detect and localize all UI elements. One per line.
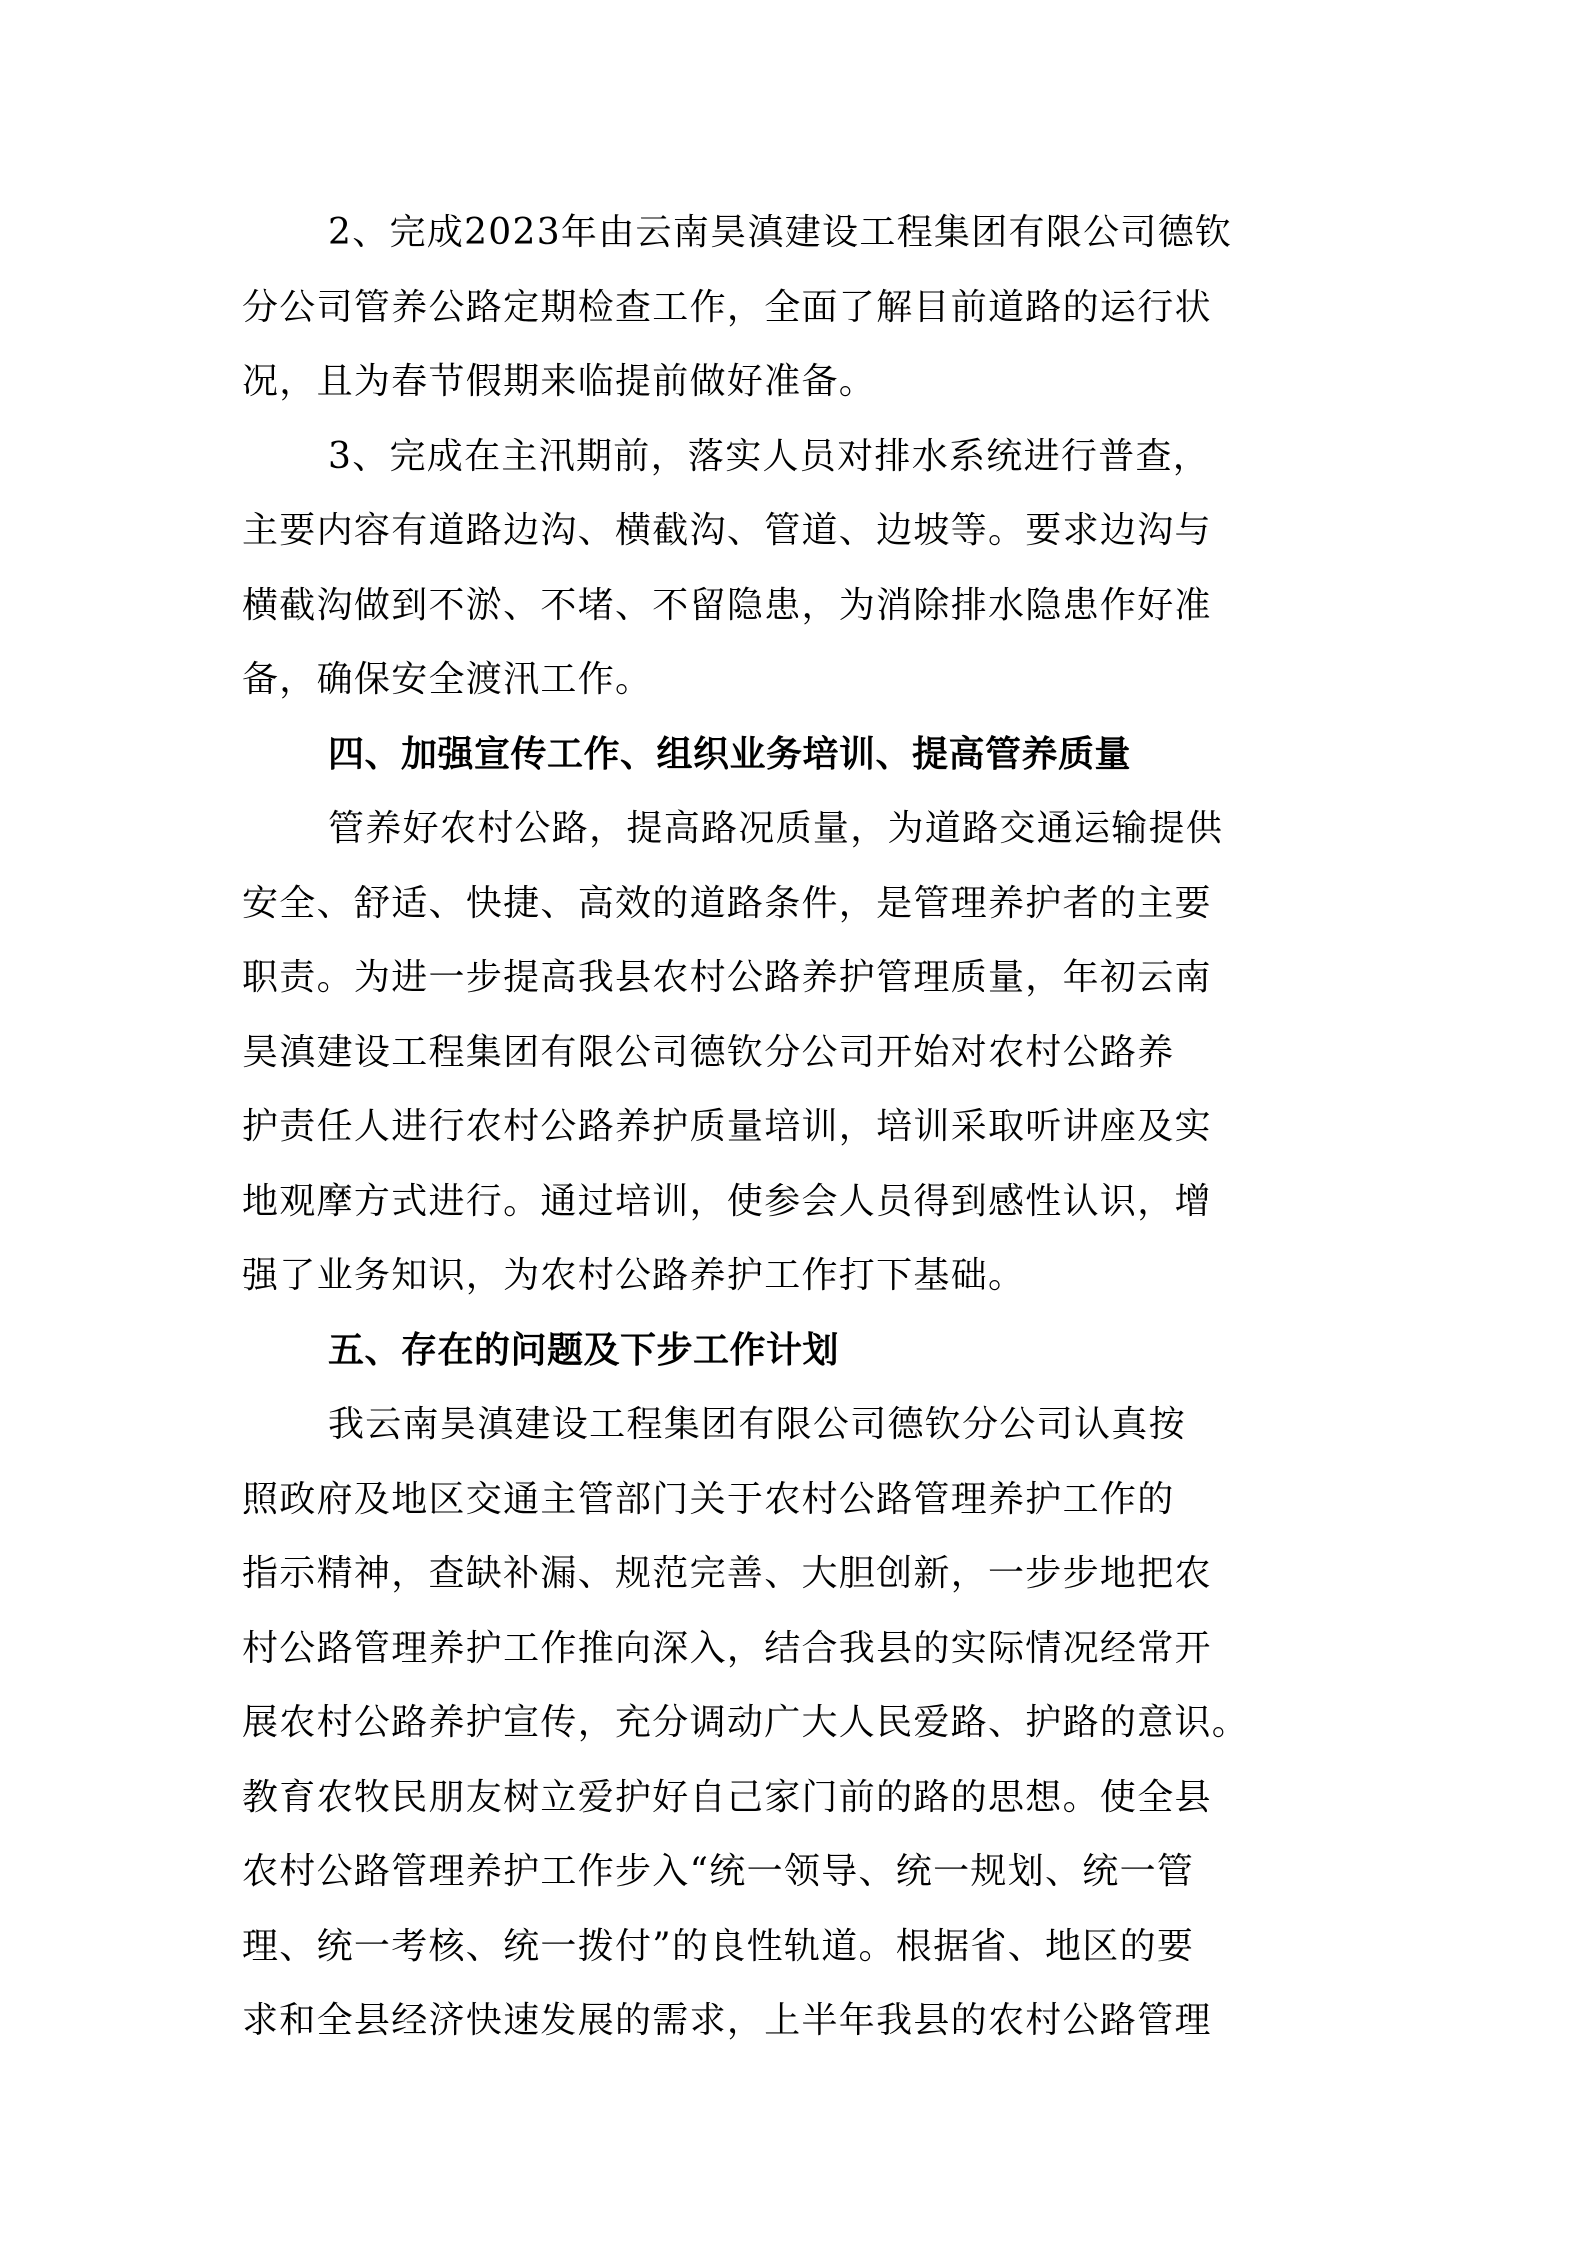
text-line: 农村公路管理养护工作步入“统一领导、统一规划、统一管 — [242, 1851, 1195, 1892]
text-line: 照政府及地区交通主管部门关于农村公路管理养护工作的 — [242, 1478, 1175, 1520]
text-line: 职责。为进一步提高我县农村公路养护管理质量，年初云南 — [242, 957, 1212, 998]
paragraph-item-3 — [242, 420, 1352, 718]
text-line: 安全、舒适、快捷、高效的道路条件，是管理养护者的主要 — [242, 882, 1212, 924]
text-line: 理、统一考核、统一拨付”的良性轨道。根据省、地区的要 — [242, 1925, 1195, 1967]
text-line: 昊滇建设工程集团有限公司德钦分公司开始对农村公路养 — [242, 1031, 1175, 1073]
text-line: 求和全县经济快速发展的需求，上半年我县的农村公路管理 — [242, 2000, 1212, 2041]
paragraph-item-2 — [242, 196, 1352, 420]
text-line: 2、完成2023年由云南昊滇建设工程集团有限公司德钦 — [328, 212, 1233, 253]
text-line: 地观摩方式进行。通过培训，使参会人员得到感性认识，增 — [242, 1180, 1212, 1222]
text-line: 主要内容有道路边沟、横截沟、管道、边坡等。要求边沟与 — [242, 510, 1212, 551]
document-page — [242, 196, 1352, 2059]
text-line: 管养好农村公路，提高路况质量，为道路交通运输提供 — [328, 808, 1224, 849]
text-line: 横截沟做到不淤、不堵、不留隐患，为消除排水隐患作好准 — [242, 584, 1212, 626]
text-line: 指示精神，查缺补漏、规范完善、大胆创新，一步步地把农 — [242, 1553, 1212, 1594]
text-line: 况，且为春节假期来临提前做好准备。 — [242, 361, 877, 402]
text-line: 我云南昊滇建设工程集团有限公司德钦分公司认真按 — [328, 1404, 1186, 1445]
section-heading-5: 五、存在的问题及下步工作计划 — [328, 1329, 840, 1371]
text-line: 备，确保安全渡汛工作。 — [242, 659, 653, 700]
text-line: 护责任人进行农村公路养护质量培训，培训采取听讲座及实 — [242, 1106, 1212, 1147]
section-4-paragraph — [242, 792, 1352, 1314]
text-line: 教育农牧民朋友树立爱护好自己家门前的路的思想。使全县 — [242, 1776, 1212, 1818]
text-line: 3、完成在主汛期前，落实人员对排水系统进行普查， — [328, 435, 1211, 477]
section-heading-4: 四、加强宣传工作、组织业务培训、提高管养质量 — [328, 733, 1132, 775]
text-line: 分公司管养公路定期检查工作，全面了解目前道路的运行状 — [242, 286, 1212, 328]
text-line: 强了业务知识，为农村公路养护工作打下基础。 — [242, 1255, 1026, 1296]
text-line: 村公路管理养护工作推向深入，结合我县的实际情况经常开 — [242, 1627, 1212, 1669]
text-line: 展农村公路养护宣传，充分调动广大人民爱路、护路的意识。 — [242, 1702, 1250, 1743]
section-5-paragraph — [242, 1388, 1352, 2059]
